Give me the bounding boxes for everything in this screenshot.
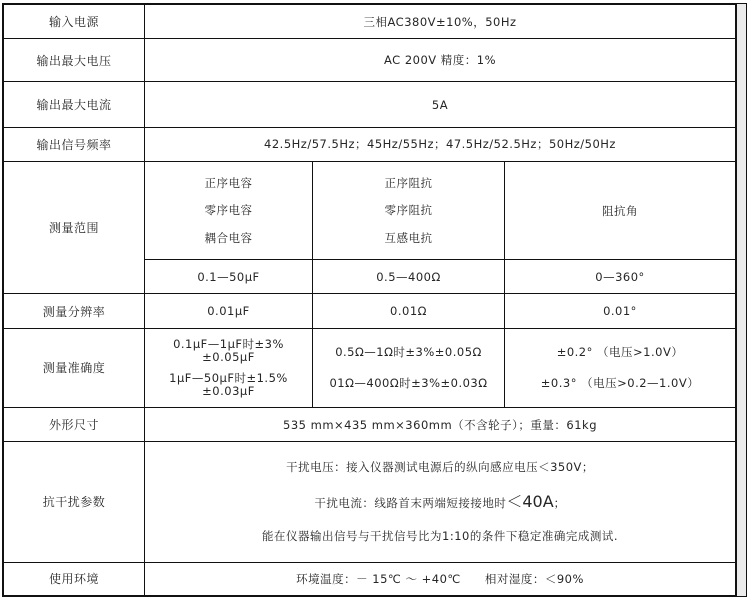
interference-ratio-line: 能在仪器输出信号与干扰信号比为1:10的条件下稳定准确完成测试. xyxy=(262,528,618,543)
impedance-type-line: 互感电抗 xyxy=(384,230,433,245)
capacitance-range-value: 0.1—50μF xyxy=(145,260,313,294)
right-gutter xyxy=(736,4,746,596)
accuracy-capacitance-line: 1μF—50μF时±1.5%±0.03μF xyxy=(169,371,288,399)
capacitance-type-line: 零序电容 xyxy=(204,203,253,218)
interference-current-line xyxy=(149,493,731,511)
accuracy-angle-line: ±0.2° （电压>1.0V） xyxy=(556,345,684,360)
table-row-max-output-voltage xyxy=(4,39,736,82)
resolution-capacitance: 0.01μF xyxy=(145,294,313,328)
interference-current-text: 干扰电流：线路首末两端短接接地时 xyxy=(314,496,507,511)
accuracy-capacitance-line: 0.1μF—1μF时±3%±0.05μF xyxy=(173,336,284,364)
measure-range-angle-type: 阻抗角 xyxy=(505,161,736,260)
resolution-angle: 0.01° xyxy=(505,294,736,328)
measure-range-label: 测量范围 xyxy=(4,161,145,294)
accuracy-impedance xyxy=(313,328,505,407)
anti-interference-label: 抗干扰参数 xyxy=(4,442,145,563)
table-row-accuracy xyxy=(4,328,736,407)
impedance-type-line: 零序阻抗 xyxy=(384,203,433,218)
accuracy-capacitance xyxy=(145,328,313,407)
max-output-voltage-value: AC 200V 精度：1% xyxy=(145,39,736,82)
output-signal-frequency-value: 42.5Hz/57.5Hz；45Hz/55Hz；47.5Hz/52.5Hz；50Hz/50Hz xyxy=(145,127,736,161)
accuracy-angle-line: ±0.3° （电压>0.2—1.0V） xyxy=(540,375,700,390)
capacitance-type-line: 耦合电容 xyxy=(204,230,253,245)
accuracy-label: 测量准确度 xyxy=(4,328,145,407)
resolution-label: 测量分辨率 xyxy=(4,294,145,328)
measure-range-impedance-types xyxy=(313,161,505,260)
max-output-current-value: 5A xyxy=(145,82,736,127)
max-output-voltage-label: 输出最大电压 xyxy=(4,39,145,82)
capacitance-type-line: 正序电容 xyxy=(204,175,253,190)
resolution-impedance: 0.01Ω xyxy=(313,294,505,328)
impedance-range-value: 0.5—400Ω xyxy=(313,260,505,294)
accuracy-impedance-line: 01Ω—400Ω时±3%±0.03Ω xyxy=(329,375,488,390)
table-row-output-signal-frequency xyxy=(4,127,736,161)
impedance-type-line: 正序阻抗 xyxy=(384,175,433,190)
table-row-input-power xyxy=(4,5,736,39)
angle-range-value: 0—360° xyxy=(505,260,736,294)
environment-value: 环境温度：－ 15℃ ～ +40℃ 相对湿度：＜90% xyxy=(145,562,736,595)
interference-current-punct: ； xyxy=(553,496,566,511)
table-row-measure-range-types xyxy=(4,161,736,260)
dimensions-label: 外形尺寸 xyxy=(4,408,145,442)
accuracy-impedance-line: 0.5Ω—1Ω时±3%±0.05Ω xyxy=(335,345,482,360)
environment-label: 使用环境 xyxy=(4,562,145,595)
input-power-label: 输入电源 xyxy=(4,5,145,39)
interference-voltage-line: 干扰电压：接入仪器测试电源后的纵向感应电压＜350V； xyxy=(286,460,594,475)
measure-range-capacitance-types xyxy=(145,161,313,260)
accuracy-angle xyxy=(505,328,736,407)
table-row-dimensions xyxy=(4,408,736,442)
interference-current-limit: ＜40A xyxy=(506,492,554,512)
spec-table-frame xyxy=(2,3,747,597)
max-output-current-label: 输出最大电流 xyxy=(4,82,145,127)
anti-interference-value xyxy=(145,442,736,563)
output-signal-frequency-label: 输出信号频率 xyxy=(4,127,145,161)
table-row-max-output-current xyxy=(4,82,736,127)
table-row-resolution xyxy=(4,294,736,328)
input-power-value: 三相AC380V±10%，50Hz xyxy=(145,5,736,39)
table-row-anti-interference xyxy=(4,442,736,563)
spec-table xyxy=(3,4,736,596)
table-row-environment xyxy=(4,562,736,595)
dimensions-value: 535 mm×435 mm×360mm（不含轮子）；重量：61kg xyxy=(145,408,736,442)
